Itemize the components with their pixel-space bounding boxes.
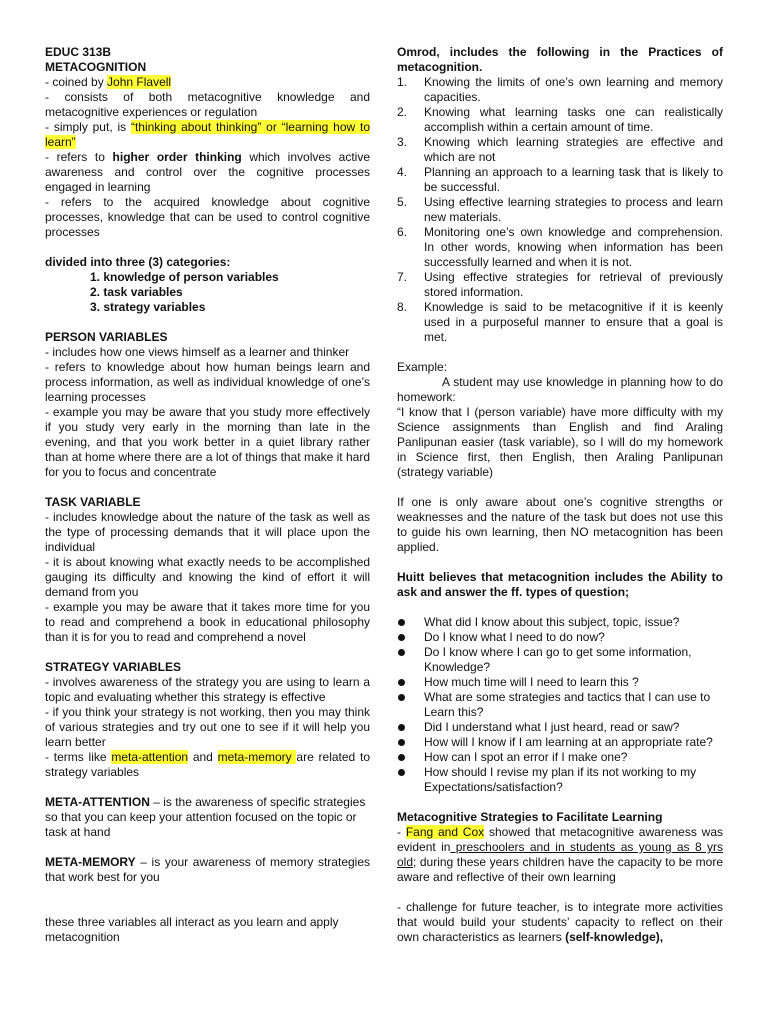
strategy-line: - if you think your strategy is not working, then you may think of various strategies and try out one to see if it will help you learn better [45, 705, 370, 749]
bullet-icon [398, 739, 405, 746]
example-label: Example: [397, 360, 448, 374]
person-line: - refers to knowledge about how human beings learn and process information, as well as individual knowledge of one’s learning processes [45, 360, 370, 404]
task-variable-heading: TASK VARIABLE [45, 495, 141, 509]
question-item: Do I know what I need to do now? [397, 630, 723, 645]
coined-by-line: - coined by John Flavell [45, 75, 172, 89]
highlight-thinking-about-thinking: “thinking about thinking” or “learning how to learn” [45, 120, 370, 149]
practice-item: 5. Using effective learning strategies to process and learn new materials. [397, 195, 723, 224]
huitt-heading: Huitt believes that metacognition includes the Ability to ask and answer the ff. types of question; [397, 570, 723, 599]
subject-title: METACOGNITION [45, 60, 147, 74]
person-line: - includes how one views himself as a learner and thinker [45, 345, 350, 359]
fang-cox-paragraph: - Fang and Cox showed that metacognitive awareness was evident in preschoolers and in students as young as 8 yrs old; during these years children have the capacity to be more aware and reflective of their own learning [397, 825, 723, 884]
meta-memory-definition: META-MEMORY – is your awareness of memory strategies that work best for you [45, 855, 370, 884]
task-line: - it is about knowing what exactly needs to be accomplished gauging its difficulty and knowing the kind of effort it will demand from you [45, 555, 370, 599]
bullet-icon [398, 634, 405, 641]
consists-line: - consists of both metacognitive knowledge and metacognitive experiences or regulation [45, 90, 370, 119]
question-item: How should I revise my plan if its not working to my Expectations/satisfaction? [397, 765, 723, 795]
left-column [45, 45, 370, 945]
bullet-icon [398, 724, 405, 731]
higher-order-line: - refers to higher order thinking which involves active awareness and control over the cognitive processes engaged in learning [45, 150, 370, 194]
right-column [397, 45, 723, 945]
no-metacognition-paragraph: If one is only aware about one’s cognitive strengths or weaknesses and the nature of the task but does not use this to guide his own learning, then NO metacognition has been applied. [397, 495, 723, 554]
bullet-icon [398, 694, 405, 701]
category-item: 2. task variables [90, 285, 183, 299]
highlight-john-flavell: John Flavell [107, 75, 172, 89]
meta-attention-definition: META-ATTENTION – is the awareness of specific strategies so that you can keep your attention focused on the topic or task at hand [45, 795, 366, 839]
strategy-variables-heading: STRATEGY VARIABLES [45, 660, 182, 674]
question-item: What did I know about this subject, topic, issue? [397, 615, 723, 630]
questions-list [397, 615, 723, 795]
practice-item: 2. Knowing what learning tasks one can realistically accomplish within a certain amount of time. [397, 105, 723, 134]
challenge-paragraph: - challenge for future teacher, is to integrate more activities that would build your students’ capacity to reflect on their own characteristics as learners (self-knowledge), [397, 900, 723, 944]
practices-list [397, 75, 723, 345]
task-line: - example you may be aware that it takes more time for you to read and comprehend a book in educational philosophy than it is for you to read and comprehend a novel [45, 600, 370, 644]
bullet-icon [398, 754, 405, 761]
highlight-meta-memory: meta-memory [217, 750, 297, 764]
strategy-line: - involves awareness of the strategy you are using to learn a topic and evaluating whether this strategy is effective [45, 675, 370, 704]
simply-put-line: - simply put, is “thinking about thinking” or “learning how to learn” [45, 120, 370, 149]
question-item: Do I know where I can go to get some information, Knowledge? [397, 645, 723, 675]
practice-item: 1. Knowing the limits of one’s own learning and memory capacities. [397, 75, 723, 104]
terms-line: - terms like meta-attention and meta-memory are related to strategy variables [45, 750, 370, 779]
practice-item: 6. Monitoring one’s own knowledge and comprehension. In other words, knowing when information has been successfully learned and when it is not. [397, 225, 723, 269]
question-item: What are some strategies and tactics that I can use to Learn this? [397, 690, 723, 720]
bullet-icon [398, 619, 405, 626]
categories-heading: divided into three (3) categories: [45, 255, 231, 269]
example-intro: A student may use knowledge in planning how to do homework: [397, 375, 723, 404]
bullet-icon [398, 769, 405, 776]
task-line: - includes knowledge about the nature of the task as well as the type of processing demands that it will place upon the individual [45, 510, 370, 554]
highlight-meta-attention: meta-attention [111, 750, 189, 764]
practice-item: 3. Knowing which learning strategies are effective and which are not [397, 135, 723, 164]
practice-item: 7. Using effective strategies for retrieval of previously stored information. [397, 270, 723, 299]
acquired-knowledge-line: - refers to the acquired knowledge about cognitive processes, knowledge that can be used to control cognitive processes [45, 195, 370, 239]
example-quote: “I know that I (person variable) have more difficulty with my Science assignments than English and find Araling Panlipunan easier (task variable), so I will do my homework in Science first, then English, then Araling Panlipunan (strategy variable) [397, 405, 723, 479]
practice-item: 8. Knowledge is said to be metacognitive if it is keenly used in a purposeful manner to ensure that a goal is met. [397, 300, 723, 344]
person-variables-heading: PERSON VARIABLES [45, 330, 168, 344]
bullet-icon [398, 679, 405, 686]
question-item: How can I spot an error if I make one? [397, 750, 723, 765]
highlight-fang-and-cox: Fang and Cox [405, 825, 485, 839]
closing-line: these three variables all interact as you learn and apply metacognition [45, 915, 339, 944]
strategies-heading: Metacognitive Strategies to Facilitate Learning [397, 810, 663, 824]
question-item: How will I know if I am learning at an appropriate rate? [397, 735, 723, 750]
omrod-heading: Omrod, includes the following in the Practices of metacognition. [397, 45, 723, 74]
question-item: Did I understand what I just heard, read or saw? [397, 720, 723, 735]
category-item: 3. strategy variables [90, 300, 206, 314]
question-item: How much time will I need to learn this ? [397, 675, 723, 690]
bullet-icon [398, 649, 405, 656]
practice-item: 4. Planning an approach to a learning task that is likely to be successful. [397, 165, 723, 194]
course-code: EDUC 313B [45, 45, 112, 59]
person-line: - example you may be aware that you study more effectively if you study very early in the morning than late in the evening, and that you work better in a quiet library rather than at home where there are a lot of things that make it hard for you to focus and concentrate [45, 405, 370, 479]
category-item: 1. knowledge of person variables [90, 270, 279, 284]
